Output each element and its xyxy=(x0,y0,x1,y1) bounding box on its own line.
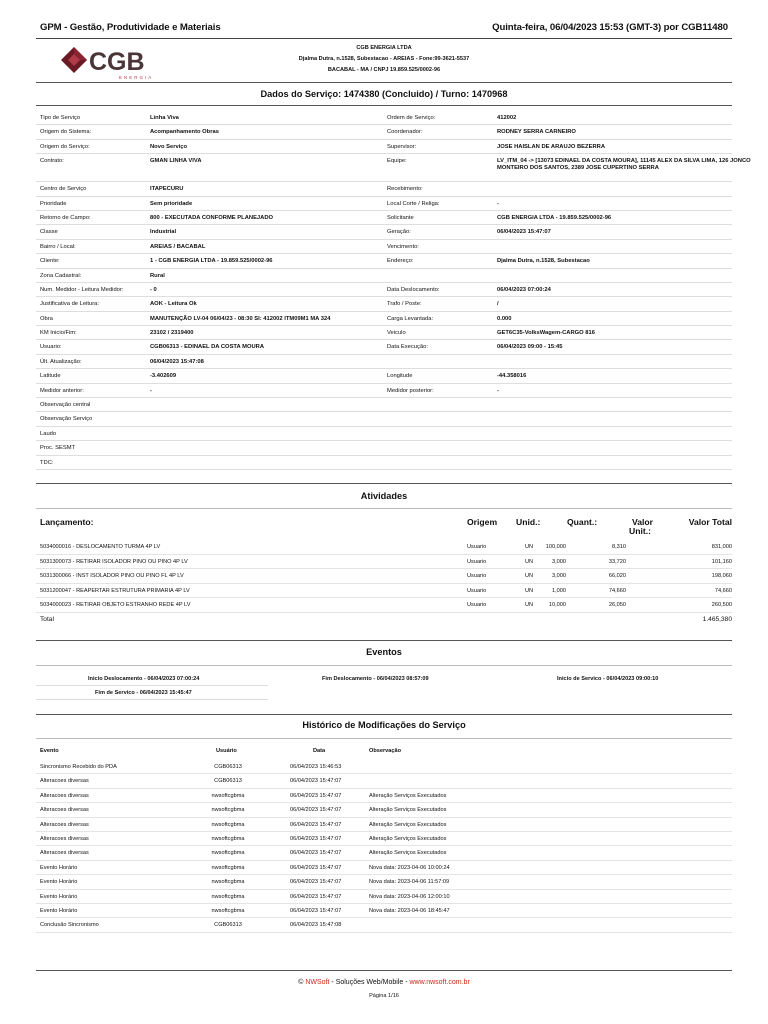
history-row xyxy=(36,832,732,846)
field-label: Vencimento: xyxy=(387,243,419,250)
col-valor-unit: Unit.: xyxy=(629,526,651,536)
col-valor: Valor xyxy=(632,517,654,527)
field-label: Origem do Sistema: xyxy=(40,129,92,136)
history-usuario: nwsoftcgbma xyxy=(211,864,245,871)
field-row xyxy=(36,427,732,441)
history-observacao: Alteração Serviços Executados xyxy=(369,792,447,799)
activity-unid: UN xyxy=(525,544,534,550)
field-row xyxy=(36,269,732,283)
field-value: - xyxy=(150,387,152,394)
field-value: - xyxy=(497,200,499,207)
divider xyxy=(36,508,732,509)
field-value: Djalma Dutra, n.1528, Subestacao xyxy=(497,258,590,265)
field-value: 06/04/2023 09:00 - 15:45 xyxy=(497,344,563,351)
event-item: Inicio de Servico - 06/04/2023 09:00:10 xyxy=(557,676,659,682)
col-evento: Evento xyxy=(40,748,59,754)
company-block xyxy=(36,40,732,82)
field-row xyxy=(36,240,732,254)
company-city-cnpj: BACABAL - MA / CNPJ 19.859.525/0002-96 xyxy=(327,67,441,73)
field-value: -3.402609 xyxy=(150,373,177,380)
field-label: Endereço: xyxy=(387,258,414,265)
field-row xyxy=(36,140,732,154)
history-usuario: CGB06313 xyxy=(214,778,242,785)
field-label: Zona Cadastral: xyxy=(40,272,82,279)
col-lancamento: Lançamento: xyxy=(40,517,94,527)
history-data: 06/04/2023 15:47:07 xyxy=(290,821,342,828)
field-value: AOK - Leitura Ok xyxy=(150,301,197,308)
history-evento: Alteracoes diversas xyxy=(40,850,89,857)
field-row xyxy=(36,398,732,412)
total-value: 1.465,380 xyxy=(702,616,732,623)
history-evento: Alteracoes diversas xyxy=(40,792,89,799)
site-link[interactable]: www.nwsoft.com.br xyxy=(409,979,470,986)
field-row xyxy=(36,283,732,297)
activity-unid: UN xyxy=(525,602,534,609)
field-label: KM Inicio/Fim: xyxy=(40,330,77,337)
field-label: Medidor posterior: xyxy=(387,387,434,394)
field-row xyxy=(36,340,732,354)
field-label: Observação Serviço xyxy=(40,416,93,423)
history-usuario: nwsoftcgbma xyxy=(211,835,245,842)
history-evento: Sincronismo Recebido do PDA xyxy=(40,764,117,770)
activity-row xyxy=(36,555,732,570)
field-value: 06/04/2023 15:47:08 xyxy=(150,358,204,365)
activity-quant: 3,000 xyxy=(552,573,566,580)
history-evento: Alteracoes diversas xyxy=(40,807,89,814)
col-usuario: Usuário xyxy=(216,748,237,754)
activity-valor-total: 101,160 xyxy=(711,558,732,565)
history-usuario: nwsoftcgbma xyxy=(211,807,245,814)
activity-valor-total: 831,000 xyxy=(711,544,732,550)
field-label: Equipe: xyxy=(387,158,407,165)
history-usuario: nwsoftcgbma xyxy=(211,821,245,828)
field-row xyxy=(36,211,732,225)
history-data: 06/04/2023 15:47:07 xyxy=(290,792,342,799)
divider xyxy=(36,738,732,739)
field-value: LV_ITM_04 -> [13073 EDINAEL DA COSTA MOURA], 11145 ALEX DA SILVA LIMA, 126 JONCO MONTEIRO DOS SANTOS, 2389 JOSE CUPERTINO SERRA xyxy=(497,158,751,171)
field-value: Novo Serviço xyxy=(150,143,188,150)
logo-wordmark: CGB xyxy=(89,48,145,76)
history-row xyxy=(36,904,732,918)
field-value: ITAPECURU xyxy=(150,186,184,193)
history-row xyxy=(36,803,732,817)
history-row xyxy=(36,760,732,774)
history-data: 06/04/2023 15:47:07 xyxy=(290,864,342,871)
activity-row xyxy=(36,569,732,584)
activity-quant: 100,000 xyxy=(545,544,566,550)
activities-table xyxy=(36,540,732,613)
field-label: Contrato: xyxy=(40,158,64,165)
field-value: 1 - CGB ENERGIA LTDA - 19.859.525/0002-96 xyxy=(150,258,273,265)
field-value: Industrial xyxy=(150,229,177,236)
history-row xyxy=(36,818,732,832)
field-row xyxy=(36,197,732,211)
service-title: Dados do Serviço: 1474380 (Concluido) / Turno: 1470968 xyxy=(260,89,508,99)
field-value: CGB06313 - EDINAEL DA COSTA MOURA xyxy=(150,344,265,351)
field-value: 800 - EXECUTADA CONFORME PLANEJADO xyxy=(150,214,274,221)
activity-unid: UN xyxy=(525,573,534,580)
field-label: Num. Medidor - Leitura Medidor: xyxy=(40,286,124,293)
activity-valor-unit: 66,020 xyxy=(608,573,626,580)
history-usuario: nwsoftcgbma xyxy=(211,850,245,857)
history-data: 06/04/2023 15:47:07 xyxy=(290,835,342,842)
field-label: Tipo de Serviço xyxy=(40,115,81,121)
field-label: Longitude xyxy=(387,373,413,380)
page-number: Página 1/16 xyxy=(369,993,399,999)
divider xyxy=(36,82,732,83)
activity-origem: Usuario xyxy=(467,573,487,580)
history-row xyxy=(36,918,732,932)
footer-tagline: - Soluções Web/Mobile - xyxy=(329,979,410,986)
field-label: Coordenador: xyxy=(387,129,423,136)
activity-origem: Usuario xyxy=(467,558,487,565)
event-item: Fim Deslocamento - 06/04/2023 08:57:09 xyxy=(322,676,429,682)
field-value: -44.358016 xyxy=(497,373,527,380)
copyright-symbol: © xyxy=(298,979,304,986)
divider xyxy=(36,714,732,715)
field-label: TDC: xyxy=(40,459,54,466)
field-label: Geração: xyxy=(387,229,411,236)
history-evento: Alteracoes diversas xyxy=(40,821,89,828)
field-value: GMAN LINHA VIVA xyxy=(150,158,202,165)
field-label: Observação central xyxy=(40,402,91,409)
activity-desc: 5031300066 - INST ISOLADOR PINO OU PINO FL 4P LV xyxy=(40,573,184,580)
field-label: Prioridade xyxy=(40,200,67,207)
activity-desc: 5031200047 - REAPERTAR ESTRUTURA PRIMARIA 4P LV xyxy=(40,587,190,594)
activity-quant: 10,000 xyxy=(548,602,566,609)
history-row xyxy=(36,774,732,788)
col-unid: Unid.: xyxy=(516,517,541,527)
field-row xyxy=(36,355,732,369)
activity-origem: Usuario xyxy=(467,544,487,550)
history-row xyxy=(36,846,732,860)
history-data: 06/04/2023 15:47:08 xyxy=(290,922,342,929)
divider xyxy=(36,483,732,484)
field-label: Obra xyxy=(40,315,53,322)
event-item: Inicio Deslocamento - 06/04/2023 07:00:24 xyxy=(88,676,200,682)
print-timestamp: Quinta-feira, 06/04/2023 15:53 (GMT-3) por CGB11480 xyxy=(492,22,728,33)
history-usuario: CGB06313 xyxy=(214,922,242,929)
history-row xyxy=(36,789,732,803)
field-label: Usuario: xyxy=(40,344,62,351)
activity-valor-total: 260,500 xyxy=(711,602,732,609)
history-usuario: CGB06313 xyxy=(214,764,242,770)
field-label: Supervisor: xyxy=(387,143,417,150)
field-row xyxy=(36,441,732,455)
field-label: Laudo xyxy=(40,430,57,437)
history-observacao: Alteração Serviços Executados xyxy=(369,821,447,828)
field-value: 23102 / 2319400 xyxy=(150,330,194,337)
history-data: 06/04/2023 15:47:07 xyxy=(290,778,342,785)
brand-link[interactable]: NWSoft xyxy=(305,979,330,986)
history-row xyxy=(36,890,732,904)
col-origem: Origem xyxy=(467,517,498,527)
activity-origem: Usuario xyxy=(467,587,487,594)
field-value: JOSE HAISLAN DE ARAUJO BEZERRA xyxy=(497,143,606,150)
activity-row xyxy=(36,598,732,613)
field-row xyxy=(36,125,732,139)
history-usuario: nwsoftcgbma xyxy=(211,893,245,900)
field-row xyxy=(36,254,732,268)
field-value: Acompanhamento Obras xyxy=(150,129,219,136)
history-usuario: nwsoftcgbma xyxy=(211,879,245,886)
field-value: Rural xyxy=(150,272,165,279)
history-evento: Alteracoes diversas xyxy=(40,835,89,842)
history-evento: Evento Horário xyxy=(40,893,78,900)
history-observacao: Alteração Serviços Executados xyxy=(369,850,447,857)
field-row xyxy=(36,412,732,426)
history-data: 06/04/2023 15:47:07 xyxy=(290,907,342,914)
field-label: Ordem de Serviço: xyxy=(387,115,436,121)
history-evento: Alteracoes diversas xyxy=(40,778,89,785)
field-row xyxy=(36,111,732,125)
footer-divider xyxy=(36,970,732,971)
events-title: Eventos xyxy=(366,647,402,657)
history-observacao: Nova data: 2023-04-06 12:00:10 xyxy=(369,893,450,900)
divider xyxy=(36,105,732,106)
history-observacao: Alteração Serviços Executados xyxy=(369,835,447,842)
history-row xyxy=(36,861,732,875)
field-value: 412002 xyxy=(497,115,517,121)
field-label: Centro de Serviço xyxy=(40,186,87,193)
history-evento: Conclusão Sincronismo xyxy=(40,922,99,929)
activities-header xyxy=(36,516,732,540)
activity-desc: 5034000023 - RETIRAR OBJETO ESTRANHO REDE 4P LV xyxy=(40,602,191,609)
field-label: Carga Levantada: xyxy=(387,315,434,322)
field-label: Bairro / Local: xyxy=(40,243,76,250)
activity-valor-total: 198,060 xyxy=(711,573,732,580)
field-row xyxy=(36,369,732,383)
activity-row xyxy=(36,540,732,555)
event-separator xyxy=(36,699,268,700)
activity-valor-unit: 8,310 xyxy=(612,544,626,550)
activities-title: Atividades xyxy=(360,491,408,501)
field-value: AREIAS / BACABAL xyxy=(150,243,206,250)
activity-origem: Usuario xyxy=(467,602,487,609)
field-label: Local Corte / Religa: xyxy=(387,200,440,207)
history-row xyxy=(36,875,732,889)
history-observacao: Alteração Serviços Executados xyxy=(369,807,447,814)
field-row xyxy=(36,384,732,398)
activity-unid: UN xyxy=(525,587,534,594)
field-label: Veiculo xyxy=(387,330,406,337)
activity-quant: 3,000 xyxy=(552,558,566,565)
field-value: Linha Viva xyxy=(150,115,179,121)
activity-row xyxy=(36,584,732,599)
system-title: GPM - Gestão, Produtividade e Materiais xyxy=(40,22,221,33)
field-label: Medidor anterior: xyxy=(40,387,84,394)
header-divider xyxy=(36,38,732,39)
history-data: 06/04/2023 15:47:07 xyxy=(290,879,342,886)
activity-valor-unit: 26,050 xyxy=(608,602,626,609)
activity-desc: 5034000016 - DESLOCAMENTO TURMA 4P LV xyxy=(40,544,161,550)
history-data: 06/04/2023 15:46:53 xyxy=(290,764,342,770)
company-info xyxy=(36,43,732,76)
field-row xyxy=(36,225,732,239)
activity-valor-unit: 74,660 xyxy=(608,587,626,594)
field-value: GET6C35-VolksWagem-CARGO 816 xyxy=(497,330,595,337)
field-label: Data Execução: xyxy=(387,344,428,351)
activity-valor-total: 74,660 xyxy=(714,587,732,594)
history-observacao: Nova data: 2023-04-06 18:45:47 xyxy=(369,907,450,914)
service-fields xyxy=(36,111,751,470)
event-item: Fim de Servico - 06/04/2023 15:45:47 xyxy=(95,690,192,696)
total-label: Total xyxy=(40,616,54,623)
field-row xyxy=(36,326,732,340)
divider xyxy=(36,665,732,666)
footer-credit xyxy=(36,979,732,986)
field-label: Últ. Atualização: xyxy=(40,358,82,365)
company-address: Djalma Dutra, n.1528, Subestacao - AREIAS - Fone:99-3621-5537 xyxy=(298,56,470,62)
company-name: CGB ENERGIA LTDA xyxy=(356,45,412,51)
field-value: RODNEY SERRA CARNEIRO xyxy=(497,129,576,136)
activity-quant: 1,000 xyxy=(552,587,566,594)
history-observacao: Nova data: 2023-04-06 11:57:09 xyxy=(369,879,450,886)
field-label: Cliente: xyxy=(40,258,60,265)
field-value: CGB ENERGIA LTDA - 19.859.525/0002-96 xyxy=(497,214,612,221)
field-label: Origem do Serviço: xyxy=(40,143,90,150)
col-valor-total: Valor Total xyxy=(688,517,732,527)
history-evento: Evento Horário xyxy=(40,879,78,886)
history-data: 06/04/2023 15:47:07 xyxy=(290,850,342,857)
history-usuario: nwsoftcgbma xyxy=(211,907,245,914)
field-label: Justificativa de Leitura: xyxy=(40,301,99,308)
logo-subtitle: ENERGIA xyxy=(119,75,154,80)
history-title: Histórico de Modificações do Serviço xyxy=(302,720,466,730)
page-footer xyxy=(36,970,732,999)
activity-desc: 5031300073 - RETIRAR ISOLADOR PINO OU PINO 4P LV xyxy=(40,558,188,565)
history-observacao: Nova data: 2023-04-06 10:00:24 xyxy=(369,864,450,871)
activities-total xyxy=(36,615,732,629)
field-value: MANUTENÇÃO LV-04 06/04/23 - 08:30 SI: 412002 ITM09M1 MA 324 xyxy=(150,315,331,322)
field-value: 06/04/2023 07:00:24 xyxy=(497,286,551,293)
history-data: 06/04/2023 15:47:07 xyxy=(290,807,342,814)
col-observacao: Observação xyxy=(369,748,402,754)
history-table xyxy=(36,760,732,933)
event-separator xyxy=(36,685,268,686)
page-header xyxy=(40,22,728,38)
history-usuario: nwsoftcgbma xyxy=(211,792,245,799)
divider xyxy=(36,640,732,641)
field-row xyxy=(36,297,732,311)
field-value: Sem prioridade xyxy=(150,200,193,207)
field-label: Proc. SESMT xyxy=(40,445,76,452)
field-label: Classe xyxy=(40,229,58,236)
field-value: 0.000 xyxy=(497,315,512,322)
field-row xyxy=(36,312,732,326)
field-row xyxy=(36,154,751,182)
field-label: Retorno de Campo: xyxy=(40,214,91,221)
history-evento: Evento Horário xyxy=(40,907,78,914)
activity-valor-unit: 33,720 xyxy=(608,558,626,565)
field-label: Recebimento: xyxy=(387,186,423,193)
field-value: 06/04/2023 15:47:07 xyxy=(497,229,551,236)
field-label: Latitude xyxy=(40,373,61,380)
col-quant: Quant.: xyxy=(567,517,598,527)
field-label: Data Deslocamento: xyxy=(387,286,440,293)
activity-unid: UN xyxy=(525,558,534,565)
field-value: / xyxy=(497,301,499,308)
field-row xyxy=(36,456,732,470)
field-row xyxy=(36,182,732,196)
field-value: - xyxy=(497,387,499,394)
history-data: 06/04/2023 15:47:07 xyxy=(290,893,342,900)
field-value: - 0 xyxy=(150,286,157,293)
history-evento: Evento Horário xyxy=(40,864,78,871)
field-label: Trafo / Poste: xyxy=(387,301,422,308)
field-label: Solicitante xyxy=(387,214,414,221)
col-data: Data xyxy=(313,748,326,754)
